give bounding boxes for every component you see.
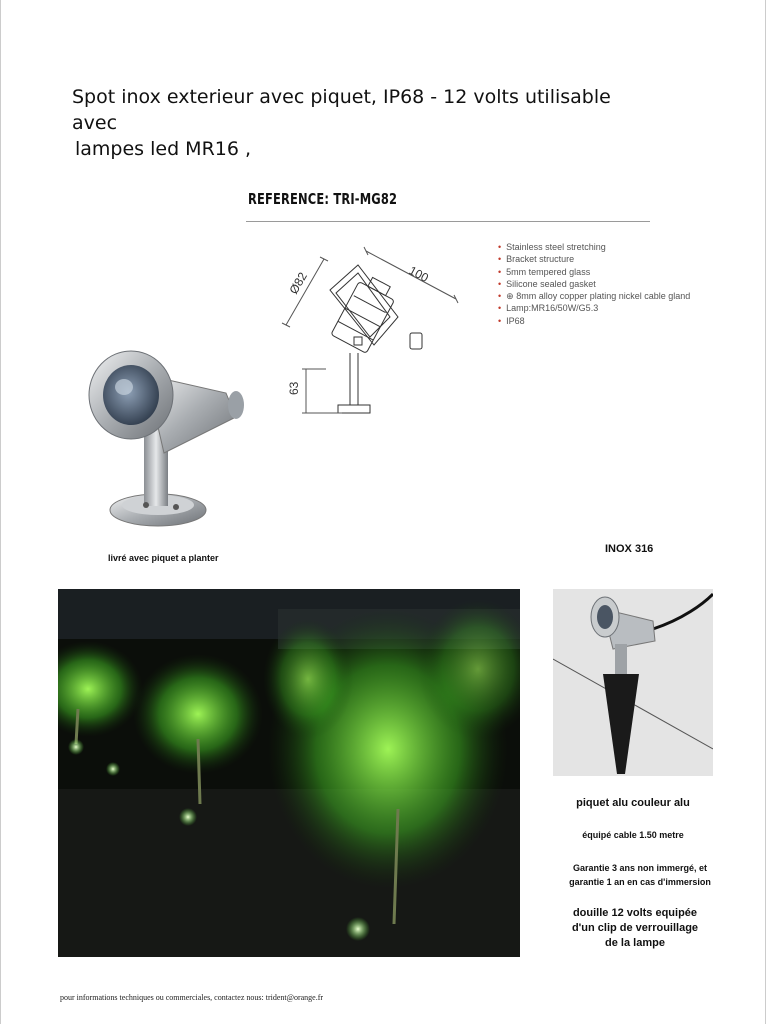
feature-stake-color: piquet alu couleur alu [576, 797, 690, 809]
feature-socket-line-1: douille 12 volts equipée [572, 907, 698, 919]
title-line-1: Spot inox exterieur avec piquet, IP68 - 12 volts utilisable avec [72, 86, 611, 134]
feature-warranty [553, 861, 727, 889]
feature-warranty-line-2: garantie 1 an en cas d'immersion [569, 877, 711, 887]
spec-item: • ⊕ 8mm alloy copper plating nickel cable gland [498, 290, 690, 302]
reference-heading: REFERENCE: TRI-MG82 [248, 190, 398, 208]
spec-item: • Lamp:MR16/50W/G5.3 [498, 302, 690, 314]
technical-drawing [270, 245, 470, 425]
night-garden-photo [58, 589, 520, 957]
feature-warranty-line-1: Garantie 3 ans non immergé, et [572, 863, 708, 873]
spec-list [498, 241, 690, 327]
product-photo [86, 335, 256, 535]
footer-contact: pour informations techniques ou commerciales, contactez nous: trident@orange.fr [60, 993, 324, 1002]
spec-item: • Bracket structure [498, 253, 690, 265]
spec-item: • IP68 [498, 315, 690, 327]
dimension-length: 100 [406, 263, 431, 286]
feature-cable-length: équipé cable 1.50 metre [582, 830, 684, 840]
reference-divider [246, 221, 650, 222]
dimension-diameter: Ø82 [286, 269, 310, 297]
page-title [72, 84, 632, 162]
feature-socket-line-2: d'un clip de verrouillage [571, 922, 699, 934]
page-edge-left [0, 0, 1, 1024]
spec-item: • 5mm tempered glass [498, 266, 690, 278]
dimension-height: 63 [287, 381, 301, 395]
feature-socket [560, 906, 710, 951]
spec-item: • Stainless steel stretching [498, 241, 690, 253]
title-line-2: lampes led MR16 , [75, 138, 252, 160]
stake-photo [553, 589, 713, 776]
caption-stake-included: livré avec piquet a planter [108, 553, 219, 563]
caption-material: INOX 316 [605, 543, 654, 555]
spec-item: • Silicone sealed gasket [498, 278, 690, 290]
feature-socket-line-3: de la lampe [605, 937, 665, 949]
